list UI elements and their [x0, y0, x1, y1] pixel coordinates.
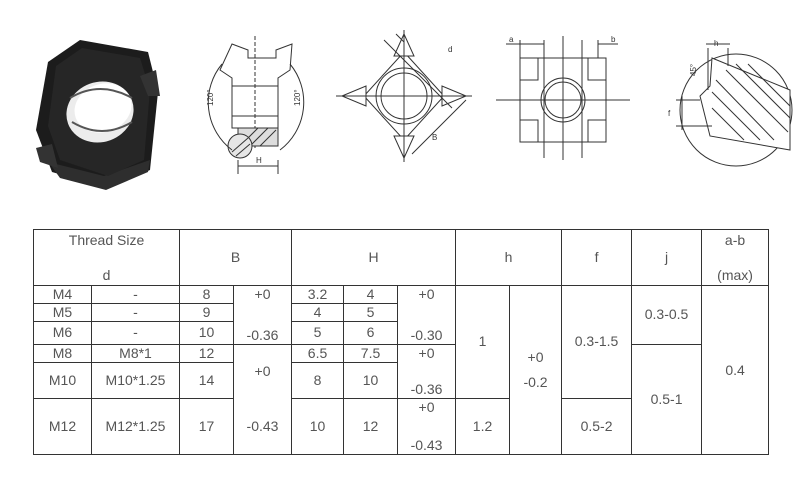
H-min-cell: 5 [292, 322, 344, 344]
spec-table [33, 229, 769, 455]
h-tol-lower: -0.2 [523, 374, 548, 391]
H-max-cell: 12 [344, 398, 398, 454]
H-tolerance-1 [398, 286, 456, 344]
header-thread-size [34, 230, 180, 286]
h-tol-upper: +0 [527, 349, 544, 366]
d-cell: - [92, 304, 180, 322]
d-cell: - [92, 286, 180, 304]
H-max-cell: 5 [344, 304, 398, 322]
size-cell: M10 [34, 362, 92, 398]
dim-b-label: b [611, 35, 616, 44]
H-tolerance-3 [398, 398, 456, 454]
H-max-cell: 6 [344, 322, 398, 344]
dim-B-label: B [432, 133, 438, 142]
drawings-canvas [0, 0, 800, 215]
header-j: j [632, 230, 702, 286]
H-tol-2-lower: -0.36 [410, 380, 443, 397]
header-d-label: d [102, 266, 111, 283]
H-max-cell: 10 [344, 362, 398, 398]
H-tolerance-2 [398, 344, 456, 398]
H-min-cell: 6.5 [292, 344, 344, 362]
B-cell: 17 [180, 398, 234, 454]
header-ab [702, 230, 769, 286]
B-tolerance-2 [234, 344, 292, 455]
technical-drawings [0, 0, 800, 215]
front-view-drawing [496, 36, 630, 160]
B-tol-2-lower: -0.43 [246, 418, 279, 435]
table-row [34, 344, 769, 362]
B-cell: 12 [180, 344, 234, 362]
f-value-2: 0.5-2 [562, 398, 632, 454]
B-cell: 10 [180, 322, 234, 344]
header-row [34, 230, 769, 286]
angle-left-label: 120° [206, 89, 215, 106]
header-H: H [292, 230, 456, 286]
B-tol-1-upper: +0 [254, 286, 271, 303]
header-thread-size-label: Thread Size [68, 231, 145, 248]
H-min-cell: 10 [292, 398, 344, 454]
dim-h-label: h [714, 39, 719, 48]
H-min-cell: 3.2 [292, 286, 344, 304]
header-B: B [180, 230, 292, 286]
H-tol-1-lower: -0.30 [410, 326, 443, 343]
d-cell: - [92, 322, 180, 344]
h-value-1: 1 [456, 286, 510, 398]
h-value-2: 1.2 [456, 398, 510, 454]
d-cell: M12*1.25 [92, 398, 180, 454]
header-f: f [562, 230, 632, 286]
size-cell: M12 [34, 398, 92, 454]
size-cell: M8 [34, 344, 92, 362]
side-view-drawing [208, 36, 303, 174]
header-max-label: (max) [717, 266, 753, 283]
H-tol-3-lower: -0.43 [410, 437, 443, 453]
size-cell: M4 [34, 286, 92, 304]
dim-f-label: f [668, 109, 671, 118]
angle-45-label: 45° [689, 63, 698, 76]
j-value-1: 0.3-0.5 [632, 286, 702, 344]
H-min-cell: 8 [292, 362, 344, 398]
detail-view-drawing [676, 44, 792, 166]
ab-value: 0.4 [702, 286, 769, 455]
dim-H-label: H [256, 156, 262, 165]
f-value-1: 0.3-1.5 [562, 286, 632, 398]
header-h: h [456, 230, 562, 286]
H-max-cell: 4 [344, 286, 398, 304]
nut-photo [36, 40, 160, 190]
H-max-cell: 7.5 [344, 344, 398, 362]
H-min-cell: 4 [292, 304, 344, 322]
d-cell: M8*1 [92, 344, 180, 362]
B-cell: 14 [180, 362, 234, 398]
size-cell: M5 [34, 304, 92, 322]
H-tol-2-upper: +0 [418, 344, 435, 361]
B-cell: 8 [180, 286, 234, 304]
dim-d-label: d [448, 45, 453, 54]
H-tol-3-upper: +0 [418, 398, 435, 415]
h-tolerance [510, 286, 562, 455]
j-value-2: 0.5-1 [632, 344, 702, 455]
table-row [34, 286, 769, 304]
B-cell: 9 [180, 304, 234, 322]
dim-a-label: a [509, 35, 514, 44]
B-tol-2-upper: +0 [254, 363, 271, 380]
d-cell: M10*1.25 [92, 362, 180, 398]
header-ab-label: a-b [724, 231, 746, 248]
size-cell: M6 [34, 322, 92, 344]
B-tol-1-lower: -0.36 [246, 326, 279, 343]
H-tol-1-upper: +0 [418, 286, 435, 303]
angle-right-label: 120° [293, 89, 302, 106]
B-tolerance-1 [234, 286, 292, 344]
